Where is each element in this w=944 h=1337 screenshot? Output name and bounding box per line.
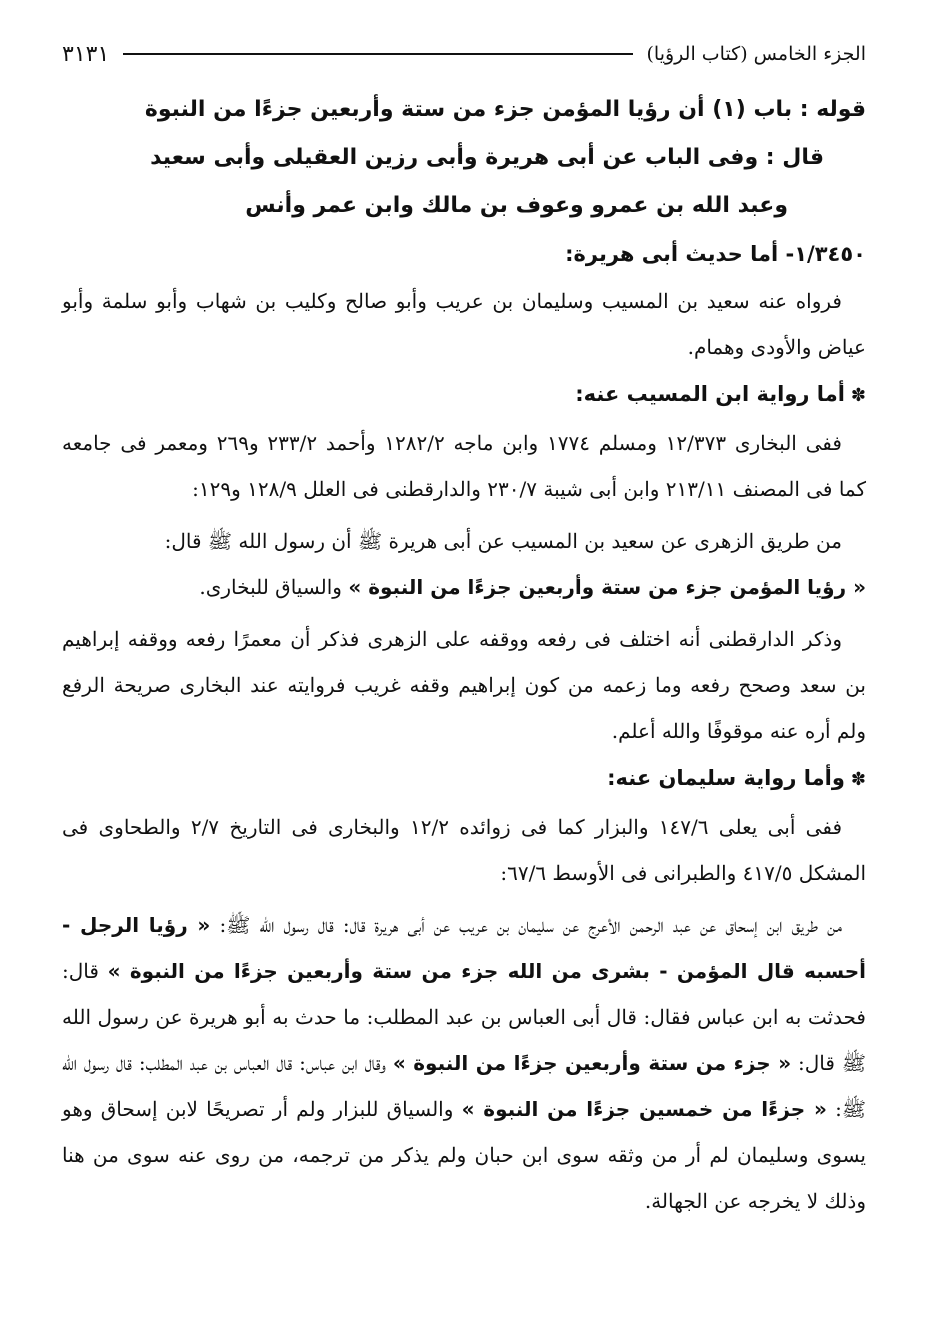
section-heading-ibn-musayyab xyxy=(62,370,866,420)
sources-paragraph: ففى البخارى ١٢/٣٧٣ ومسلم ١٧٧٤ وابن ماجه ١٢٨٢/٢ وأحمد ٢٣٣/٢ و٢٦٩ ومعمر فى جامعه كما فى المصنف ٢١٣/١١ وابن أبى شيبة ٢٣٠/٧ والدارقطنى فى العلل ١٢٨/٩ و١٢٩: xyxy=(62,431,866,501)
hadith-quote-2: « جزء من ستة وأربعين جزءًا من النبوة » xyxy=(392,1051,792,1075)
narration-text-2: قال: فحدثت به ابن عباس فقال: قال أبى العباس بن عبد المطلب: ما حدث به أبو هريرة عن رسول الله ﷺ قال: xyxy=(62,959,866,1075)
hadith-quote-3: « جزءًا من خمسين جزءًا من النبوة » xyxy=(461,1097,827,1121)
section-heading-sulayman xyxy=(62,754,866,804)
page-header xyxy=(62,36,866,72)
chapter-title: قوله : باب (١) أن رؤيا المؤمن جزء من ستة وأربعين جزءًا من النبوة xyxy=(144,97,866,122)
book-page xyxy=(62,36,866,1224)
discussion-paragraph: وذكر الدارقطنى أنه اختلف فى رفعه ووقفه على الزهرى فذكر أن معمرًا رفعه ووقفه إبراهيم بن سعد وصحح رفعه وما زعمه من كون إبراهيم وقفه غريب فروايته عند البخارى صريحة الرفع ولم أره عنه موقوفًا والله أعلم. xyxy=(62,627,866,743)
sources-paragraph-2: ففى أبى يعلى ١٤٧/٦ والبزار كما فى زوائده ١٢/٢ والبخارى فى التاريخ ٢/٧ والطحاوى فى المشكل ٤١٧/٥ والطبرانى فى الأوسط ٦٧/٦: xyxy=(62,815,866,885)
hadith-quote: « رؤيا المؤمن جزء من ستة وأربعين جزءًا من النبوة » xyxy=(348,575,866,599)
chapter-related-line-1: قال : وفى الباب عن أبى هريرة وأبى رزين العقيلى وأبى سعيد xyxy=(150,145,824,170)
hadith-quote-1: « رؤيا الرجل - أحسبه قال المؤمن - بشرى من الله جزء من ستة وأربعين جزءًا من النبوة » xyxy=(62,913,867,983)
hadith-paragraph xyxy=(62,518,866,610)
chapter-related-line-2: وعبد الله بن عمرو وعوف بن مالك وابن عمر وأنس xyxy=(245,193,788,218)
running-title: الجزء الخامس (كتاب الرؤيا) xyxy=(646,43,866,65)
star-icon: ✽ xyxy=(850,385,866,406)
chapter-heading xyxy=(62,86,866,230)
section-heading-text: وأما رواية سليمان عنه: xyxy=(607,766,845,790)
hadith-paragraph-2 xyxy=(62,902,866,1224)
header-rule xyxy=(123,53,632,55)
conclusion-text: والسياق للبزار ولم أر تصريحًا لابن إسحاق وهو يسوى وسليمان لم أر من وثقه سوى ابن حبان ولم يذكر من ترجمه، من روى عنه سوى من هنا وذلك لا يخرجه عن الجهالة. xyxy=(62,1097,866,1213)
chain-text-2: من طريق ابن إسحاق عن عبد الرحمن الأعرج عن سليمان بن عريب عن أبى هريرة قال: قال رسول الله ﷺ: xyxy=(210,913,842,937)
chain-text: من طريق الزهرى عن سعيد بن المسيب عن أبى هريرة ﷺ أن رسول الله ﷺ قال: xyxy=(164,529,842,553)
section-heading-abu-hurayra: ١/٣٤٥٠- أما حديث أبى هريرة: xyxy=(565,242,866,266)
star-icon: ✽ xyxy=(850,769,866,790)
page-number: ٣١٣١ xyxy=(62,41,110,67)
narration-text-3: وقال ابن عباس: قال العباس بن عبد المطلب: قال رسول الله ﷺ: xyxy=(62,1051,866,1121)
quote-tail: والسياق للبخارى. xyxy=(199,575,349,599)
section-heading-text: أما رواية ابن المسيب عنه: xyxy=(575,382,845,406)
narrators-paragraph: فرواه عنه سعيد بن المسيب وسليمان بن عريب وأبو صالح وكليب بن شهاب وأبو سلمة وأبو عياض والأودى وهمام. xyxy=(62,289,866,359)
